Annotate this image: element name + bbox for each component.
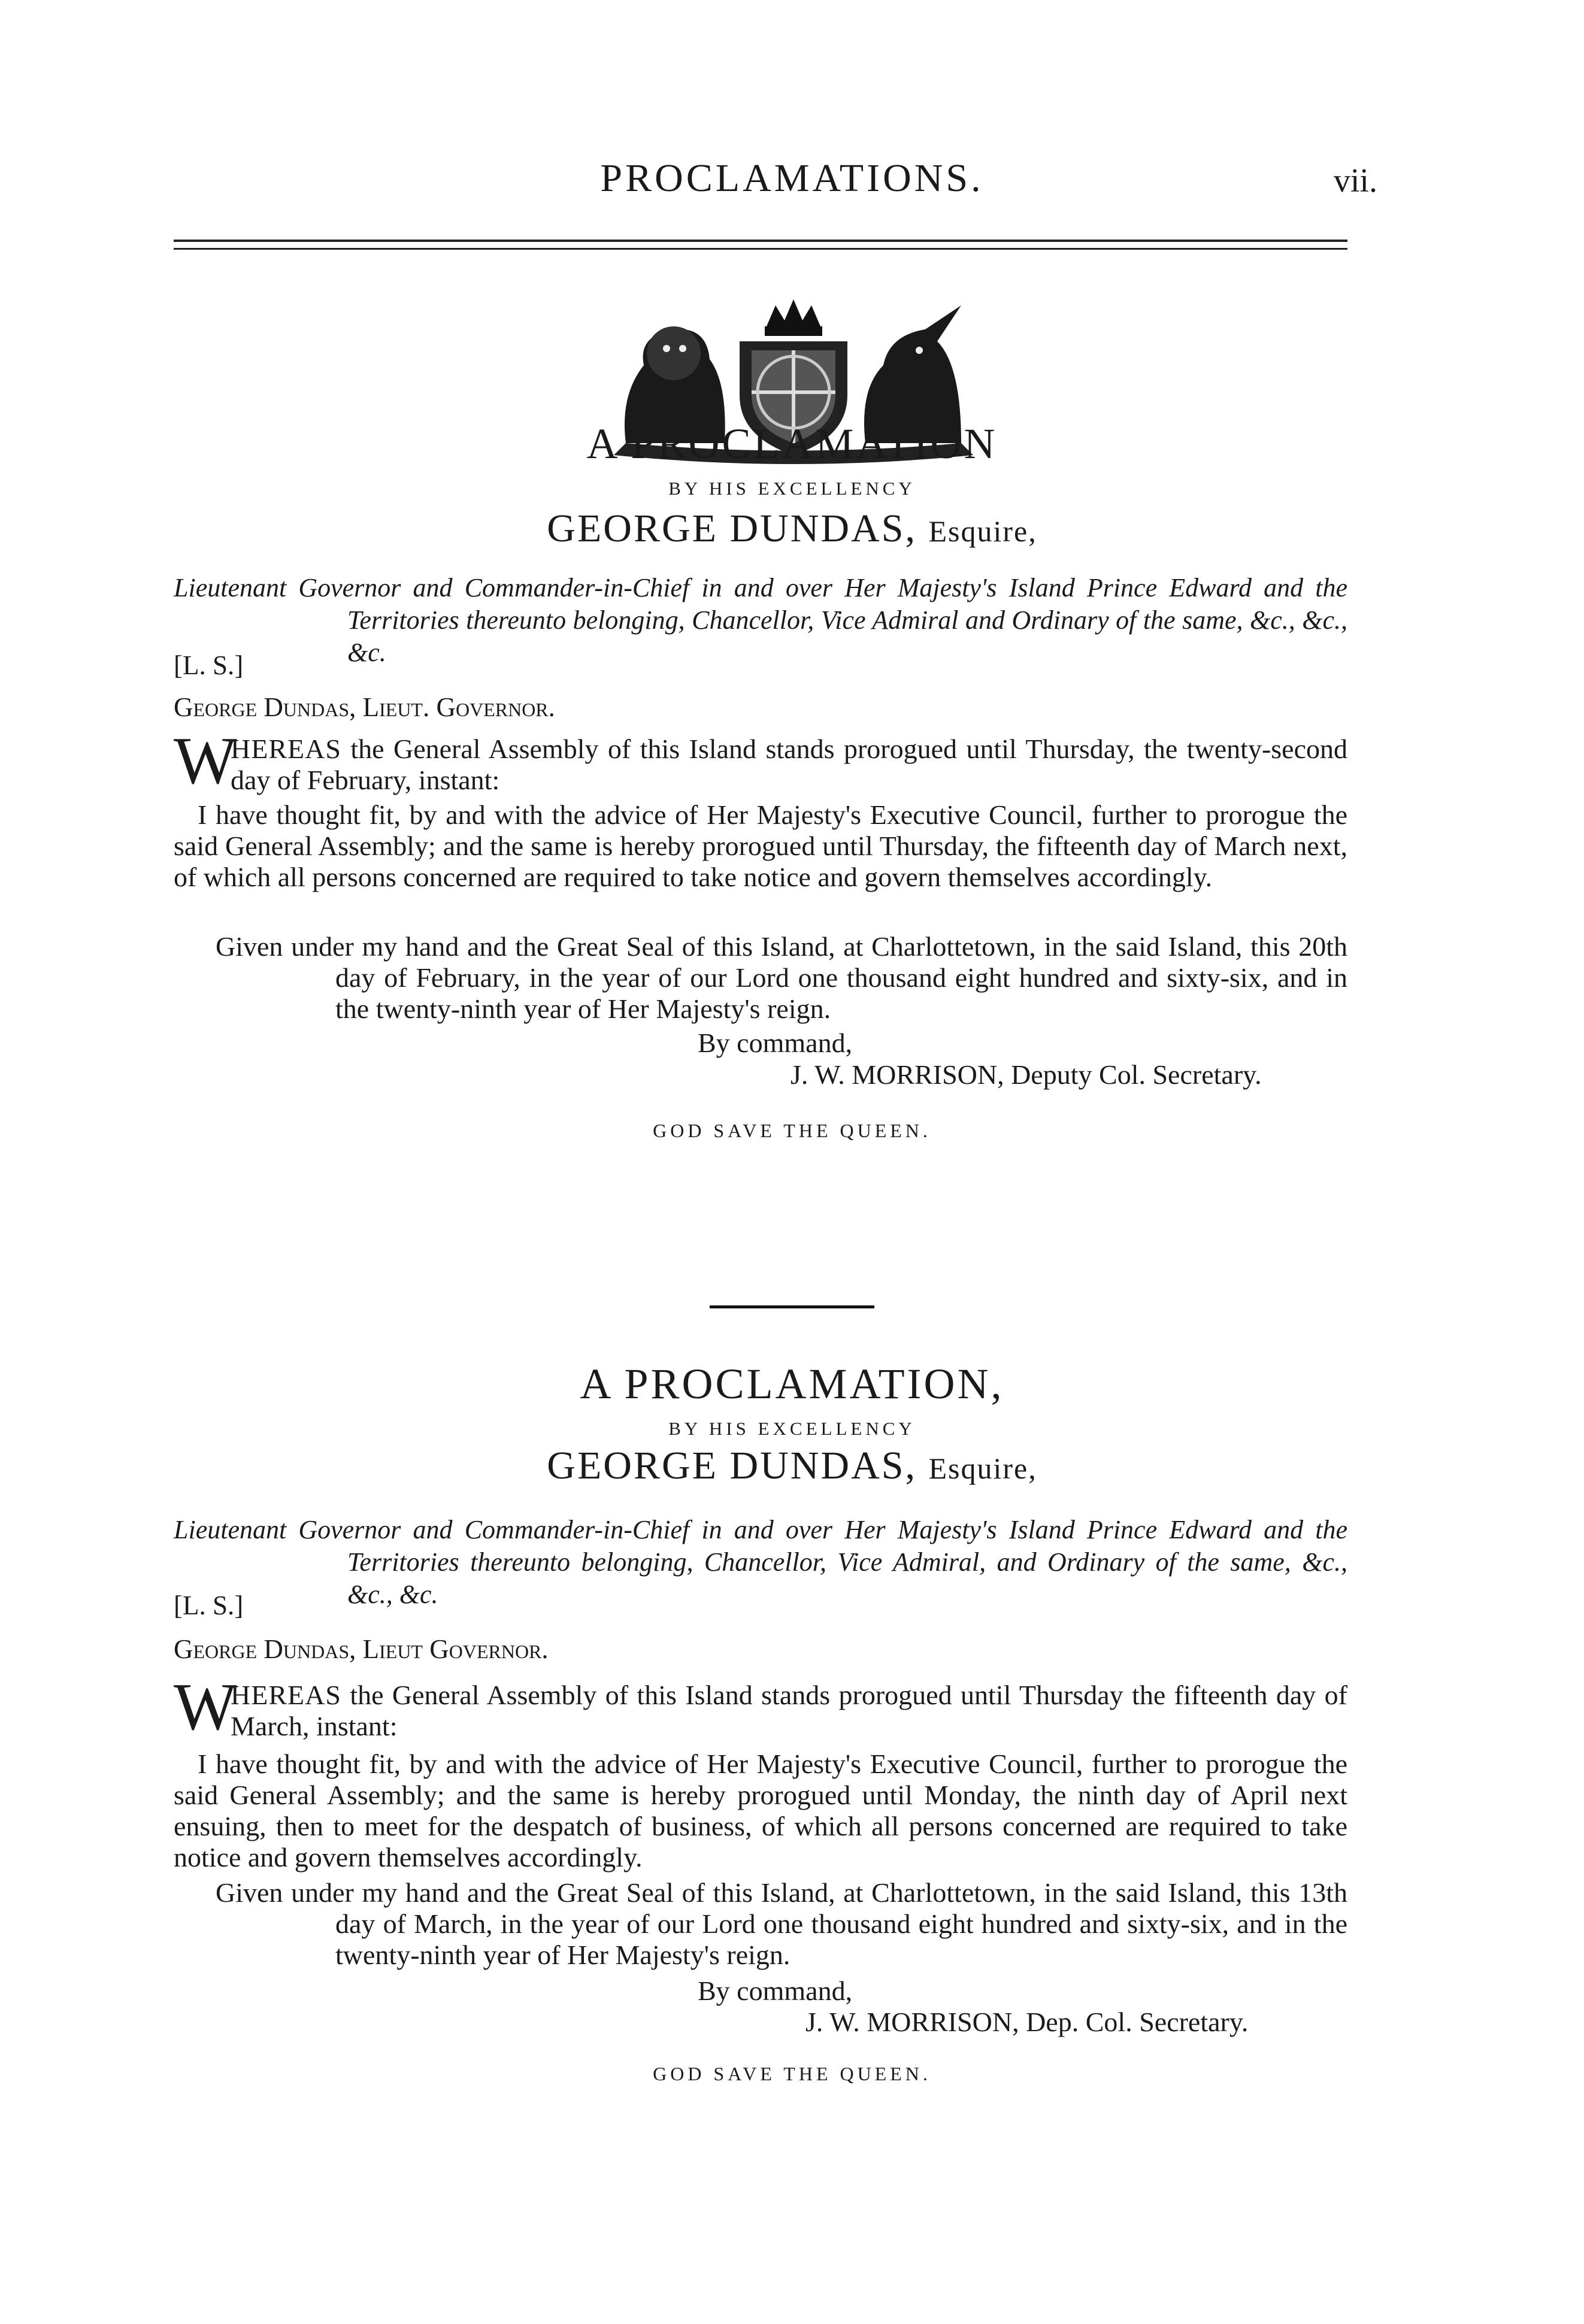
governor-name-suffix: Esquire, bbox=[928, 1452, 1037, 1485]
governor-titles: Lieutenant Governor and Commander-in-Chief in and over Her Majesty's Island Prince Edward and the Territories thereunto belonging, Chancellor, Vice Admiral, and Ordinary of the same, &c., &c., &c. bbox=[174, 1515, 1347, 1609]
secretary-signature: J. W. MORRISON, Dep. Col. Secretary. bbox=[805, 2007, 1249, 2037]
drop-cap: W bbox=[174, 1670, 237, 1744]
by-his-excellency: BY HIS EXCELLENCY bbox=[668, 478, 916, 499]
whereas-paragraph bbox=[174, 724, 1348, 798]
page-number: vii. bbox=[1333, 162, 1377, 199]
whereas-text: the General Assembly of this Island stands prorogued until Thursday, the twenty-second day of February, instant: bbox=[231, 734, 1348, 795]
signature-line: George Dundas, Lieut Governor. bbox=[174, 1634, 549, 1664]
governor-name-suffix: Esquire, bbox=[928, 514, 1037, 548]
governor-name-text: GEORGE DUNDAS, bbox=[547, 1444, 917, 1487]
running-title: PROCLAMATIONS. bbox=[600, 156, 984, 200]
proclamation-heading: A PROCLAMATION, bbox=[580, 1360, 1004, 1408]
header-rule bbox=[174, 248, 1347, 250]
signature-line: George Dundas, Lieut. Governor. bbox=[174, 692, 555, 722]
by-his-excellency: BY HIS EXCELLENCY bbox=[668, 1418, 916, 1439]
seal-mark: [L. S.] bbox=[174, 650, 244, 680]
body-paragraph: I have thought fit, by and with the advice of Her Majesty's Executive Council, further to prorogue the said General Assembly; and the same is hereby prorogued until Monday, the ninth day of April next ensuing, then to meet for the despatch of business, of which all persons concerned are required to take notice and govern themselves accordingly. bbox=[174, 1749, 1347, 1872]
secretary-signature: J. W. MORRISON, Deputy Col. Secretary. bbox=[791, 1059, 1262, 1090]
whereas-word: HEREAS bbox=[231, 1680, 341, 1710]
by-command: By command, bbox=[698, 1028, 853, 1058]
god-save-the-queen: GOD SAVE THE QUEEN. bbox=[653, 1120, 931, 1141]
governor-name bbox=[0, 1443, 1584, 1489]
seal-mark: [L. S.] bbox=[174, 1590, 244, 1620]
body-paragraph: I have thought fit, by and with the advice of Her Majesty's Executive Council, further to prorogue the said General Assembly; and the same is hereby prorogued until Thursday, the fifteenth day of March next, of which all persons concerned are required to take notice and govern themselves accordingly. bbox=[174, 799, 1347, 892]
god-save-the-queen: GOD SAVE THE QUEEN. bbox=[653, 2063, 931, 2084]
whereas-paragraph bbox=[174, 1670, 1348, 1744]
given-paragraph: Given under my hand and the Great Seal of this Island, at Charlottetown, in the said Island, this 13th day of March, in the year of our Lord one thousand eight hundred and sixty-six, and in the twenty-ninth year of Her Majesty's reign. bbox=[216, 1877, 1347, 1970]
proclamation-heading: A PROCLAMATION bbox=[586, 420, 998, 468]
governor-titles: Lieutenant Governor and Commander-in-Chief in and over Her Majesty's Island Prince Edward and the Territories thereunto belonging, Chancellor, Vice Admiral and Ordinary of the same, &c., &c., &c. bbox=[174, 573, 1347, 667]
whereas-word: HEREAS bbox=[231, 734, 341, 764]
governor-name-text: GEORGE DUNDAS, bbox=[547, 507, 917, 550]
drop-cap: W bbox=[174, 724, 237, 798]
header-rule bbox=[174, 240, 1347, 242]
section-divider bbox=[710, 1305, 874, 1308]
by-command: By command, bbox=[698, 1975, 853, 2006]
given-paragraph: Given under my hand and the Great Seal of this Island, at Charlottetown, in the said Island, this 20th day of February, in the year of our Lord one thousand eight hundred and sixty-six, and in the twenty-ninth year of Her Majesty's reign. bbox=[216, 931, 1347, 1024]
governor-name bbox=[0, 506, 1584, 552]
whereas-text: the General Assembly of this Island stands prorogued until Thursday the fifteenth day of March, instant: bbox=[231, 1680, 1348, 1741]
